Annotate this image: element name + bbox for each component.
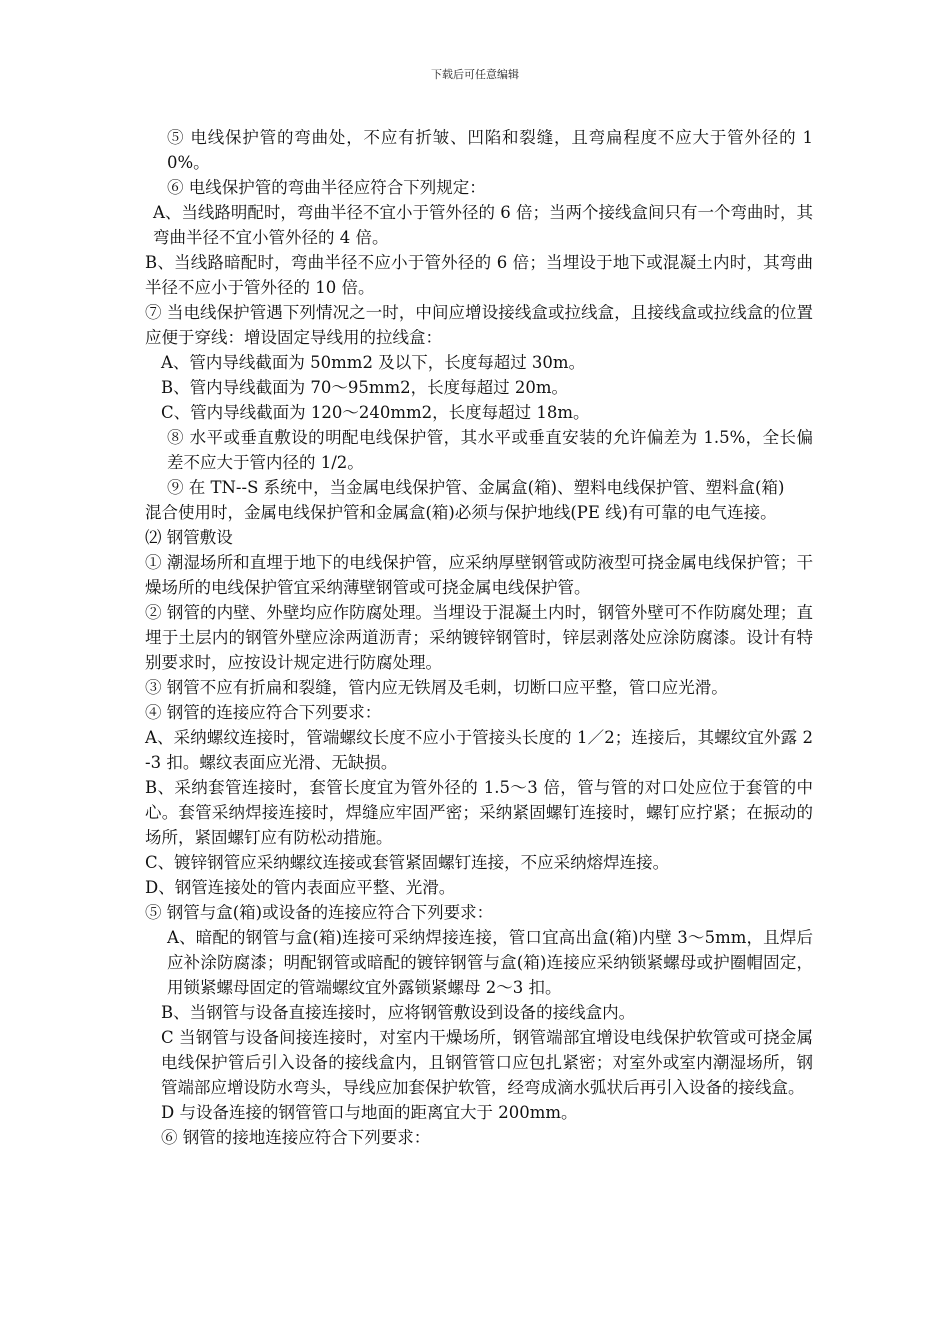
paragraph: C、镀锌钢管应采纳螺纹连接或套管紧固螺钉连接，不应采纳熔焊连接。 [145, 853, 670, 872]
document-body [145, 125, 813, 1150]
paragraph: C 当钢管与设备间接连接时，对室内干燥场所，钢管端部宜增设电线保护软管或可挠金属电线保护管后引入设备的接线盒内，且钢管管口应包扎紧密；对室外或室内潮湿场所，钢管端部应增设防水弯头，导线应加套保护软管，经弯成滴水弧状后再引入设备的接线盒。 [161, 1028, 813, 1097]
paragraph: ⑨ 在 TN--S 系统中，当金属电线保护管、金属盒(箱)、塑料电线保护管、塑料盒(箱) [167, 478, 785, 497]
paragraph: D、钢管连接处的管内表面应平整、光滑。 [145, 878, 456, 897]
paragraph: ⑥ 钢管的接地连接应符合下列要求： [161, 1128, 431, 1147]
paragraph: B、当线路暗配时，弯曲半径不应小于管外径的 6 倍；当埋设于地下或混凝土内时，其弯曲半径不应小于管外径的 10 倍。 [145, 253, 813, 297]
paragraph: ④ 钢管的连接应符合下列要求： [145, 703, 382, 722]
paragraph: C、管内导线截面为 120～240mm2，长度每超过 18m。 [161, 403, 590, 422]
paragraph: ③ 钢管不应有折扁和裂缝，管内应无铁屑及毛刺，切断口应平整，管口应光滑。 [145, 678, 728, 697]
paragraph: B、管内导线截面为 70～95mm2，长度每超过 20m。 [161, 378, 569, 397]
paragraph: ⑦ 当电线保护管遇下列情况之一时，中间应增设接线盒或拉线盒，且接线盒或拉线盒的位置应便于穿线：增设固定导线用的拉线盒： [145, 303, 813, 347]
paragraph: B、当钢管与设备直接连接时，应将钢管敷设到设备的接线盒内。 [161, 1003, 636, 1022]
paragraph: ⑥ 电线保护管的弯曲半径应符合下列规定： [167, 178, 486, 197]
paragraph: A、暗配的钢管与盒(箱)连接可采纳焊接连接，管口宜高出盒(箱)内壁 3～5mm，且焊后应补涂防腐漆；明配钢管或暗配的镀锌钢管与盒(箱)连接应采纳锁紧螺母或护圈帽固定，用锁紧螺母固定的管端螺纹宜外露锁紧螺母 2～3 扣。 [167, 928, 813, 997]
paragraph: ⑧ 水平或垂直敷设的明配电线保护管，其水平或垂直安装的允许偏差为 1.5%，全长偏差不应大于管内径的 1/2。 [167, 428, 813, 472]
section-heading: ⑵ 钢管敷设 [145, 528, 233, 547]
paragraph: ② 钢管的内壁、外壁均应作防腐处理。当埋设于混凝土内时，钢管外壁可不作防腐处理；直埋于土层内的钢管外壁应涂两道沥青；采纳镀锌钢管时，锌层剥落处应涂防腐漆。设计有特别要求时，应按设计规定进行防腐处理。 [145, 603, 813, 672]
paragraph: A、管内导线截面为 50mm2 及以下，长度每超过 30m。 [161, 353, 586, 372]
paragraph: A、当线路明配时，弯曲半径不宜小于管外径的 6 倍；当两个接线盒间只有一个弯曲时，其弯曲半径不宜小管外径的 4 倍。 [153, 203, 813, 247]
paragraph: B、采纳套管连接时，套管长度宜为管外径的 1.5～3 倍，管与管的对口处应位于套管的中心。套管采纳焊接连接时，焊缝应牢固严密；采纳紧固螺钉连接时，螺钉应拧紧；在振动的场所，紧固螺钉应有防松动措施。 [145, 778, 813, 847]
paragraph: ⑤ 钢管与盒(箱)或设备的连接应符合下列要求： [145, 903, 494, 922]
paragraph: 混合使用时，金属电线保护管和金属盒(箱)必须与保护地线(PE 线)有可靠的电气连接。 [145, 503, 777, 522]
paragraph: ① 潮湿场所和直埋于地下的电线保护管，应采纳厚壁钢管或防液型可挠金属电线保护管；干燥场所的电线保护管宜采纳薄壁钢管或可挠金属电线保护管。 [145, 553, 813, 597]
paragraph: D 与设备连接的钢管管口与地面的距离宜大于 200mm。 [161, 1103, 578, 1122]
page-header: 下载后可任意编辑 [431, 68, 519, 81]
paragraph: A、采纳螺纹连接时，管端螺纹长度不应小于管接头长度的 1／2；连接后，其螺纹宜外露 2-3 扣。螺纹表面应光滑、无缺损。 [145, 728, 813, 772]
paragraph: ⑤ 电线保护管的弯曲处，不应有折皱、凹陷和裂缝，且弯扁程度不应大于管外径的 10%。 [167, 128, 813, 172]
